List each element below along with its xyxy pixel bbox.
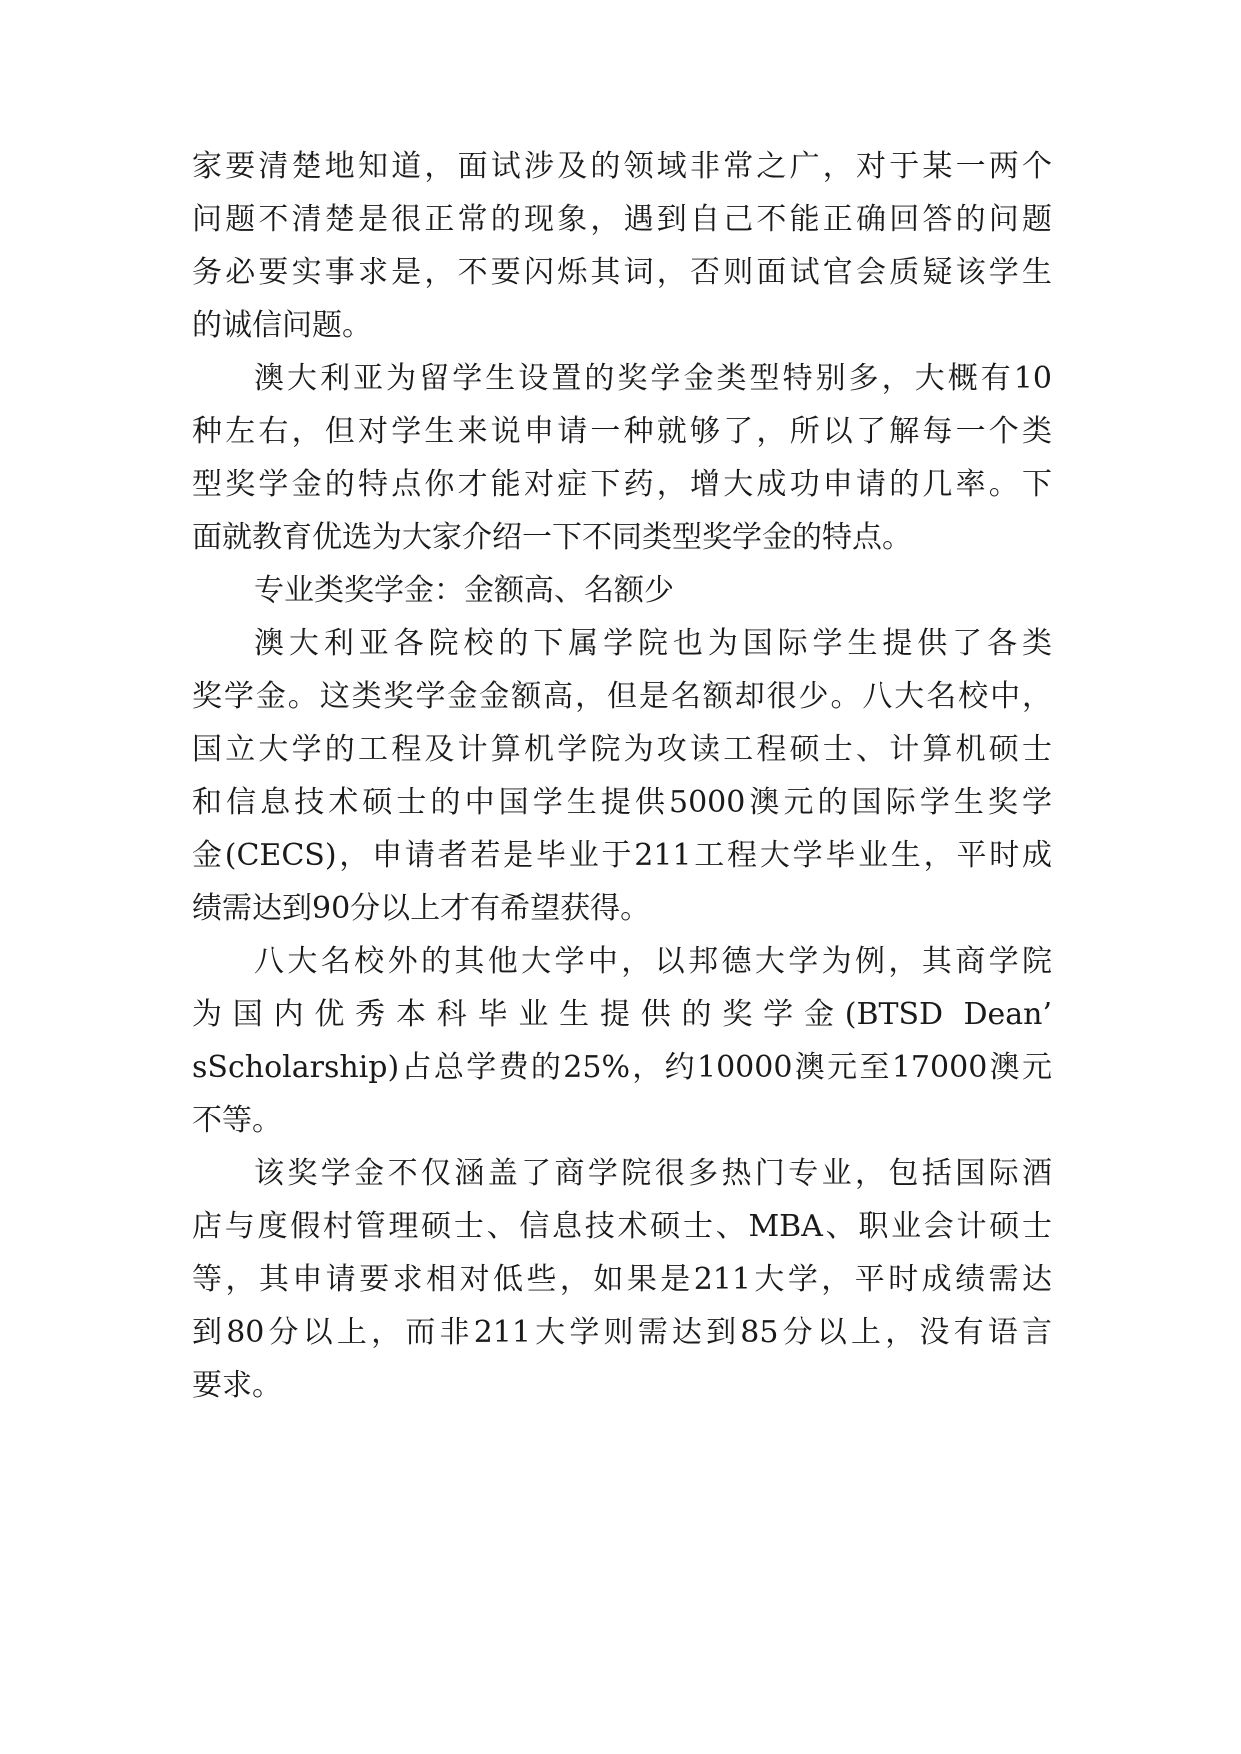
text-line: 不等。 <box>192 1103 282 1138</box>
text-line: sScholarship)占总学费的25%，约10000澳元至17000澳元 <box>192 1050 1052 1085</box>
text-line: 八大名校外的其他大学中，以邦德大学为例，其商学院 <box>254 944 1052 979</box>
text-line: 的诚信问题。 <box>192 308 372 343</box>
text-line: 澳大利亚为留学生设置的奖学金类型特别多，大概有10 <box>254 361 1052 396</box>
text-line: 和信息技术硕士的中国学生提供5000澳元的国际学生奖学 <box>192 785 1052 820</box>
text-line: 澳大利亚各院校的下属学院也为国际学生提供了各类 <box>254 626 1052 661</box>
text-line: 绩需达到90分以上才有希望获得。 <box>192 891 651 926</box>
text-line: 该奖学金不仅涵盖了商学院很多热门专业，包括国际酒 <box>254 1156 1052 1191</box>
text-line: 到80分以上，而非211大学则需达到85分以上，没有语言 <box>192 1315 1052 1350</box>
text-line: 问题不清楚是很正常的现象，遇到自己不能正确回答的问题 <box>192 202 1052 237</box>
text-line: 型奖学金的特点你才能对症下药，增大成功申请的几率。下 <box>192 467 1052 502</box>
section-heading: 专业类奖学金：金额高、名额少 <box>254 573 674 608</box>
text-line: 为国内优秀本科毕业生提供的奖学金(BTSD Dean’ <box>192 997 1052 1032</box>
text-line: 要求。 <box>192 1368 282 1403</box>
text-line: 国立大学的工程及计算机学院为攻读工程硕士、计算机硕士 <box>192 732 1052 767</box>
text-line: 店与度假村管理硕士、信息技术硕士、MBA、职业会计硕士 <box>192 1209 1052 1244</box>
text-line: 奖学金。这类奖学金金额高，但是名额却很少。八大名校中， <box>192 679 1052 714</box>
text-line: 家要清楚地知道，面试涉及的领域非常之广，对于某一两个 <box>192 149 1052 184</box>
text-line: 等，其申请要求相对低些，如果是211大学，平时成绩需达 <box>192 1262 1052 1297</box>
text-line: 种左右，但对学生来说申请一种就够了，所以了解每一个类 <box>192 414 1052 449</box>
text-line: 务必要实事求是，不要闪烁其词，否则面试官会质疑该学生 <box>192 255 1052 290</box>
text-line: 面就教育优选为大家介绍一下不同类型奖学金的特点。 <box>192 520 912 555</box>
text-line: 金(CECS)，申请者若是毕业于211工程大学毕业生，平时成 <box>192 838 1052 873</box>
